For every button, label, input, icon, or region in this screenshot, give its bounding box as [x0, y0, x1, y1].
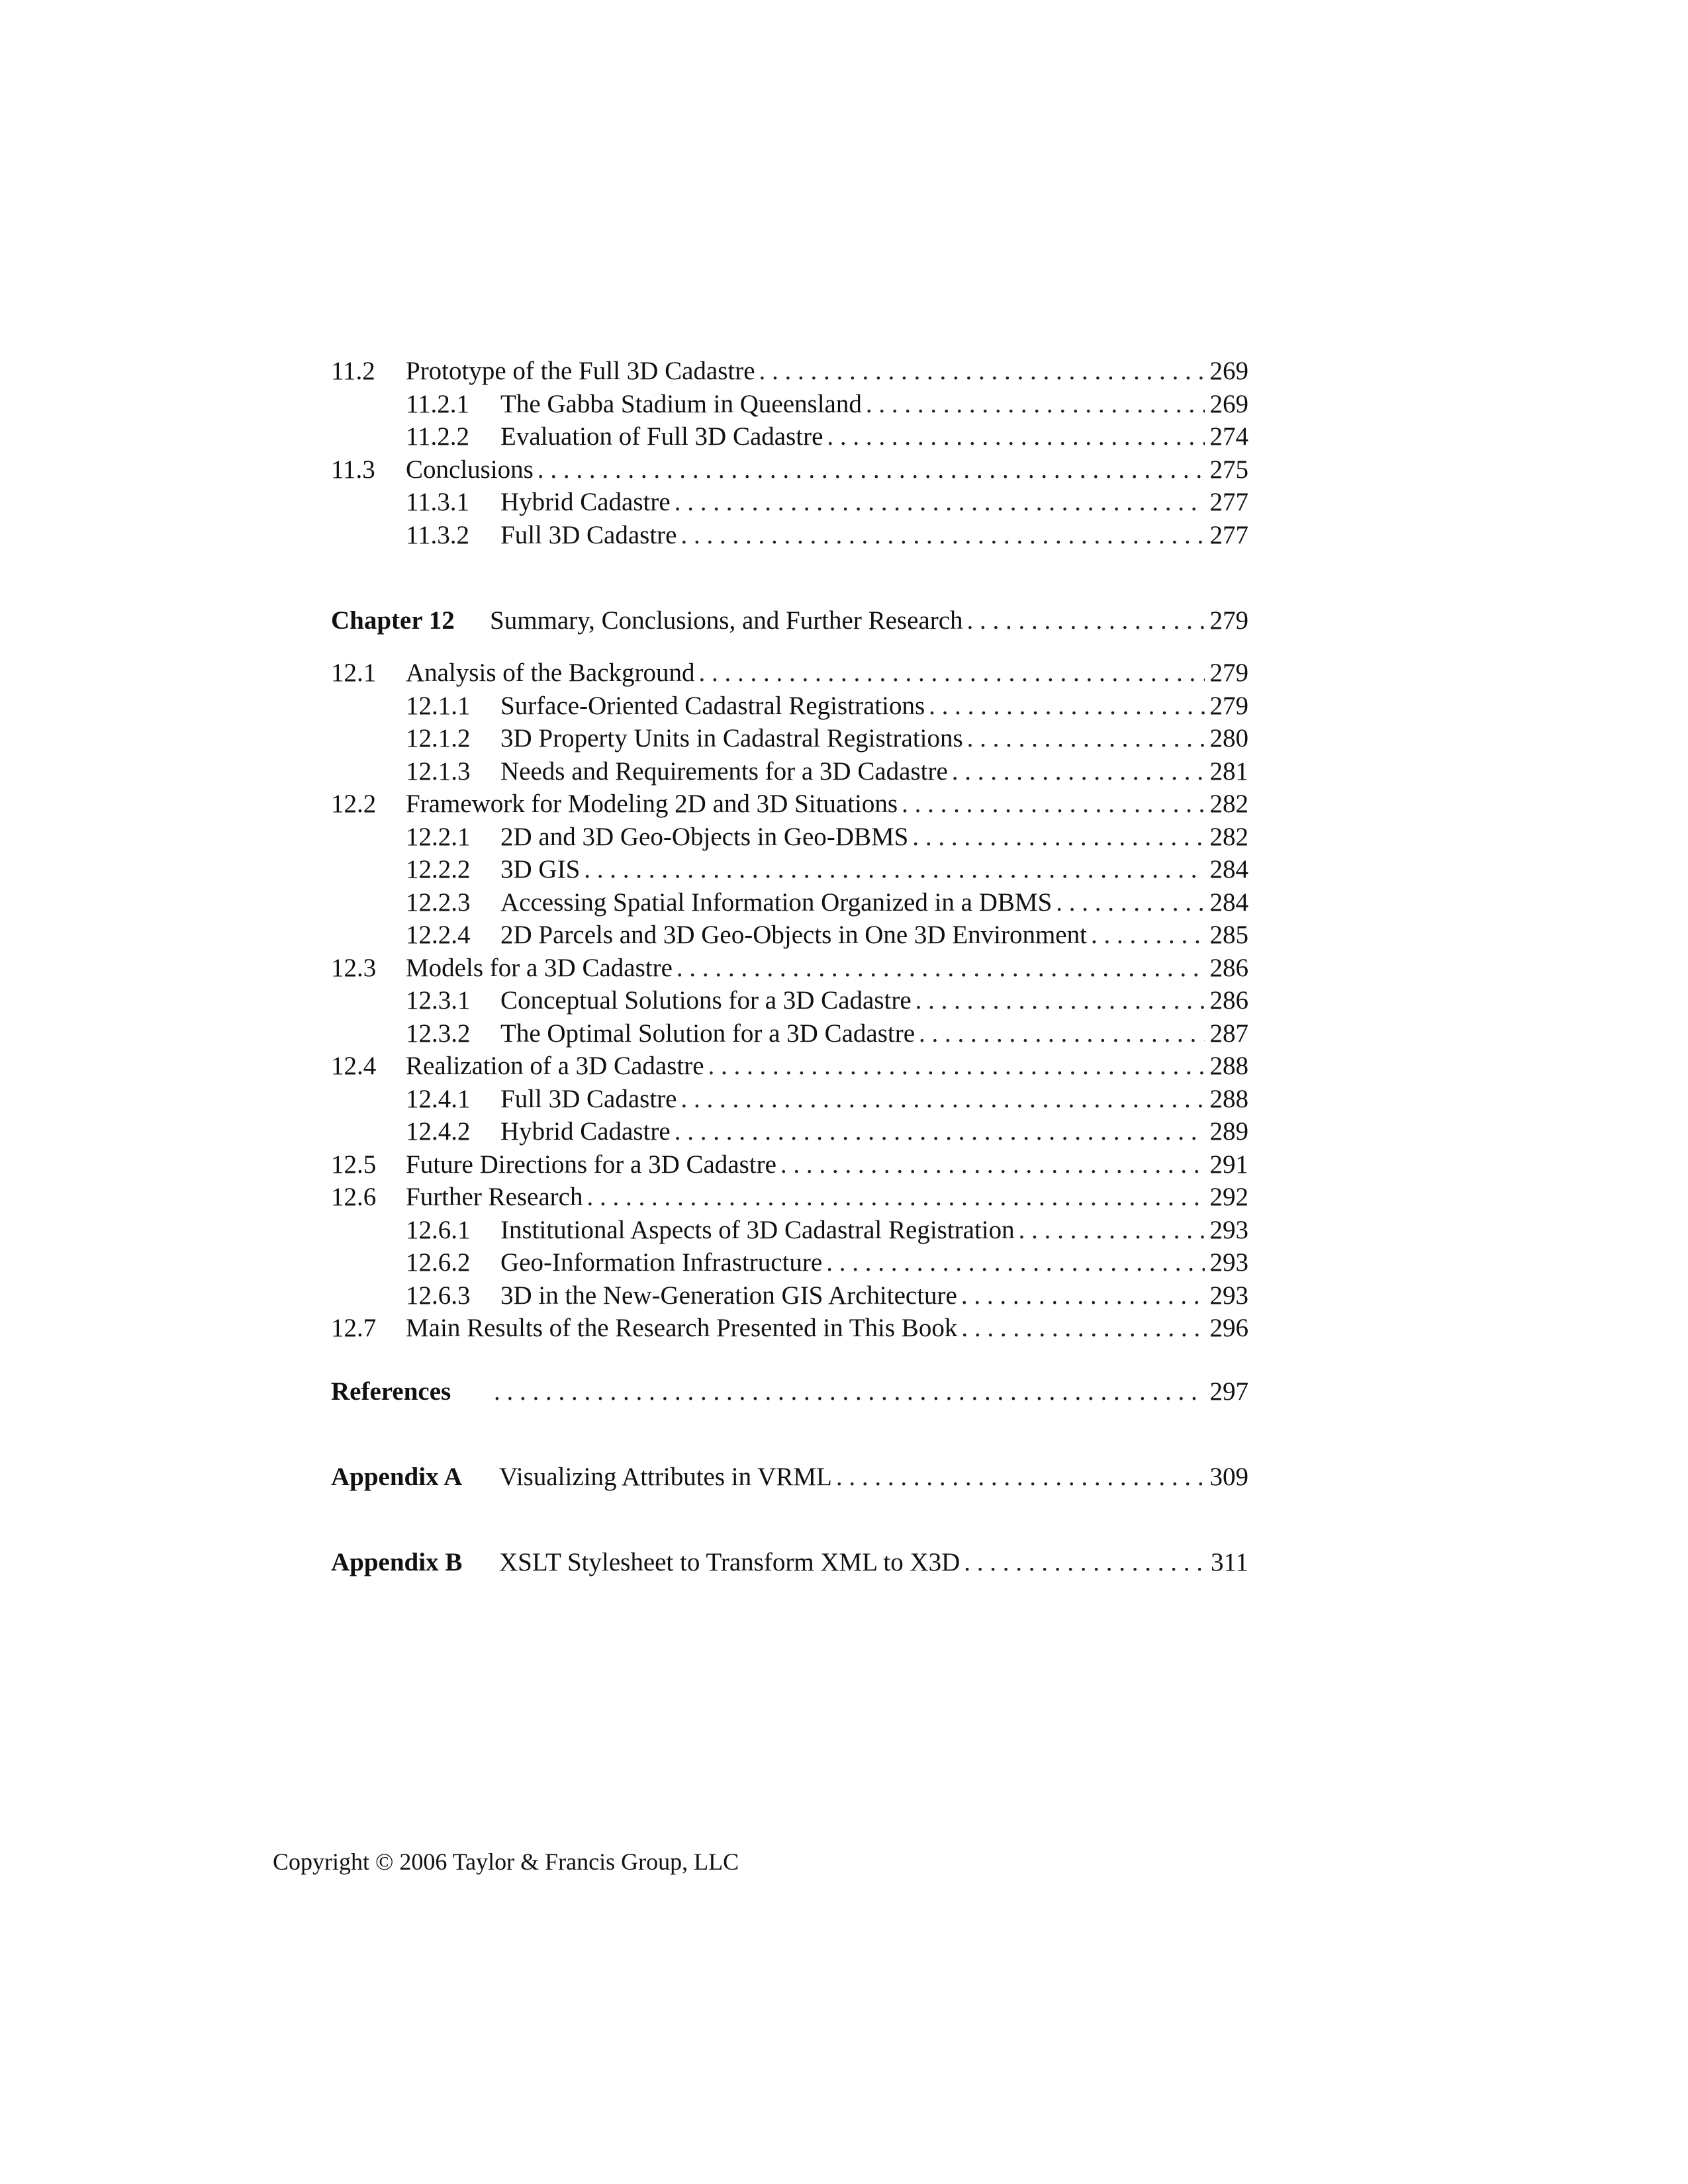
section-number: 12.4: [331, 1052, 377, 1080]
toc-subsection-row[interactable]: [331, 691, 1248, 724]
toc-section-row[interactable]: [331, 953, 1248, 986]
section-title: Realization of a 3D Cadastre: [406, 1052, 704, 1080]
section-number: 12.6: [331, 1183, 377, 1211]
section-page-number: 289: [1209, 1117, 1248, 1146]
toc-section-row[interactable]: [331, 356, 1248, 389]
section-page-number: 284: [1209, 887, 1248, 917]
toc-subsection-row[interactable]: [331, 487, 1248, 520]
section-title: 3D Property Units in Cadastral Registrations: [500, 724, 963, 752]
section-page-number: 269: [1209, 357, 1248, 385]
section-number: 12.1.1: [406, 691, 471, 720]
spacer: [331, 1498, 1248, 1547]
leader-dots: [902, 789, 1204, 819]
leader-dots: [675, 1116, 1205, 1146]
leader-dots: [1091, 920, 1205, 950]
section-title: Evaluation of Full 3D Cadastre: [500, 422, 823, 451]
table-of-contents: [331, 356, 1248, 1584]
section-number: 12.4.1: [406, 1084, 471, 1113]
section-page-number: 288: [1209, 1084, 1248, 1113]
spacer: [331, 553, 1248, 606]
section-page-number: 282: [1209, 790, 1248, 818]
leader-dots: [677, 953, 1205, 983]
section-title: Analysis of the Background: [406, 659, 695, 687]
toc-subsection-row[interactable]: [331, 1281, 1248, 1314]
leader-dots: [708, 1051, 1205, 1081]
section-title: Hybrid Cadastre: [500, 488, 671, 516]
leader-dots: [680, 1084, 1204, 1114]
toc-subsection-row[interactable]: [331, 854, 1248, 887]
section-title: Needs and Requirements for a 3D Cadastre: [500, 756, 948, 786]
section-title: Future Directions for a 3D Cadastre: [406, 1150, 776, 1179]
leader-dots: [680, 520, 1204, 550]
leader-dots: [584, 854, 1204, 884]
appendix-b-label: Appendix B: [331, 1547, 463, 1576]
leader-dots: [675, 487, 1205, 517]
toc-subsection-row[interactable]: [331, 1248, 1248, 1281]
section-page-number: 269: [1209, 389, 1248, 418]
leader-dots: [1056, 887, 1204, 917]
section-number: 12.2: [331, 790, 377, 818]
section-number: 12.2.1: [406, 822, 471, 851]
appendix-b-page: 311: [1210, 1547, 1248, 1576]
section-number: 12.1.3: [406, 756, 471, 786]
section-number: 12.2.2: [406, 855, 471, 884]
toc-appendix-a[interactable]: [331, 1462, 1248, 1498]
toc-subsection-row[interactable]: [331, 985, 1248, 1019]
toc-subsection-row[interactable]: [331, 389, 1248, 422]
section-page-number: 293: [1209, 1215, 1248, 1244]
section-number: 12.1.2: [406, 724, 471, 752]
section-page-number: 277: [1209, 488, 1248, 516]
chapter-page: 279: [1209, 606, 1248, 635]
section-number: 12.3: [331, 953, 377, 982]
toc-list-chapter-11: [331, 356, 1248, 553]
leader-dots: [967, 723, 1205, 753]
section-title: Framework for Modeling 2D and 3D Situations: [406, 790, 898, 818]
leader-dots: [780, 1150, 1205, 1179]
toc-section-row[interactable]: [331, 455, 1248, 488]
section-title: 2D and 3D Geo-Objects in Geo-DBMS: [500, 822, 909, 851]
section-title: The Optimal Solution for a 3D Cadastre: [500, 1019, 915, 1048]
section-page-number: 282: [1209, 822, 1248, 851]
section-title: Hybrid Cadastre: [500, 1117, 671, 1146]
section-title: 3D GIS: [500, 855, 581, 884]
toc-list-chapter-12: [331, 658, 1248, 1346]
section-page-number: 292: [1209, 1183, 1248, 1211]
toc-subsection-row[interactable]: [331, 520, 1248, 553]
references-page: 297: [1209, 1377, 1248, 1406]
toc-appendix-b[interactable]: [331, 1547, 1248, 1584]
toc-subsection-row[interactable]: [331, 422, 1248, 455]
section-number: 12.6.2: [406, 1248, 471, 1277]
toc-chapter-12[interactable]: [331, 606, 1248, 642]
section-title: Further Research: [406, 1183, 583, 1211]
toc-subsection-row[interactable]: [331, 723, 1248, 756]
section-number: 11.2.1: [406, 389, 470, 418]
section-page-number: 280: [1209, 724, 1248, 752]
leader-dots: [494, 1377, 1205, 1406]
leader-dots: [952, 756, 1205, 786]
section-title: Full 3D Cadastre: [500, 520, 677, 549]
leader-dots: [919, 1019, 1204, 1048]
appendix-b-title: XSLT Stylesheet to Transform XML to X3D: [499, 1547, 961, 1576]
toc-subsection-row[interactable]: [331, 887, 1248, 921]
section-number: 12.5: [331, 1150, 377, 1179]
section-number: 12.2.3: [406, 887, 471, 917]
section-number: 12.4.2: [406, 1117, 471, 1146]
section-title: Conceptual Solutions for a 3D Cadastre: [500, 986, 912, 1015]
section-title: Institutional Aspects of 3D Cadastral Registration: [500, 1215, 1015, 1244]
section-number: 11.2.2: [406, 422, 470, 451]
leader-dots: [826, 1248, 1204, 1277]
section-number: 11.2: [331, 357, 375, 385]
toc-subsection-row[interactable]: [331, 822, 1248, 855]
section-page-number: 279: [1209, 691, 1248, 720]
section-title: Accessing Spatial Information Organized in a DBMS: [500, 887, 1053, 917]
section-number: 11.3.1: [406, 488, 470, 516]
leader-dots: [836, 1462, 1205, 1492]
section-title: The Gabba Stadium in Queensland: [500, 389, 862, 418]
references-label: References: [331, 1377, 451, 1406]
leader-dots: [915, 985, 1205, 1015]
leader-dots: [912, 822, 1204, 852]
section-title: 3D in the New-Generation GIS Architecture: [500, 1281, 957, 1310]
section-page-number: 274: [1209, 422, 1248, 451]
chapter-title: Summary, Conclusions, and Further Research: [490, 606, 963, 635]
leader-dots: [866, 389, 1205, 419]
appendix-a-title: Visualizing Attributes in VRML: [499, 1462, 832, 1491]
section-number: 12.1: [331, 659, 377, 687]
section-title: Geo-Information Infrastructure: [500, 1248, 823, 1277]
toc-section-row[interactable]: [331, 1182, 1248, 1215]
section-title: Surface-Oriented Cadastral Registrations: [500, 691, 925, 720]
leader-dots: [699, 658, 1205, 688]
section-title: Full 3D Cadastre: [500, 1084, 677, 1113]
spacer: [331, 1413, 1248, 1462]
section-page-number: 296: [1209, 1314, 1248, 1342]
toc-section-row[interactable]: [331, 1313, 1248, 1346]
section-number: 12.6.1: [406, 1215, 471, 1244]
section-number: 12.3.2: [406, 1019, 471, 1048]
leader-dots: [961, 1313, 1204, 1343]
toc-subsection-row[interactable]: [331, 1019, 1248, 1052]
toc-subsection-row[interactable]: [331, 920, 1248, 953]
leader-dots: [929, 691, 1204, 721]
appendix-a-page: 309: [1209, 1462, 1248, 1491]
section-page-number: 286: [1209, 953, 1248, 982]
section-page-number: 287: [1209, 1019, 1248, 1048]
toc-section-row[interactable]: [331, 1051, 1248, 1084]
chapter-label: Chapter 12: [331, 606, 455, 635]
leader-dots: [967, 606, 1205, 635]
section-page-number: 279: [1209, 659, 1248, 687]
section-title: 2D Parcels and 3D Geo-Objects in One 3D Environment: [500, 921, 1087, 949]
section-page-number: 286: [1209, 986, 1248, 1015]
section-number: 11.3.2: [406, 520, 470, 549]
section-page-number: 293: [1209, 1281, 1248, 1310]
section-page-number: 291: [1209, 1150, 1248, 1179]
toc-subsection-row[interactable]: [331, 1084, 1248, 1117]
appendix-a-label: Appendix A: [331, 1462, 463, 1491]
spacer: [331, 1346, 1248, 1377]
leader-dots: [1019, 1215, 1205, 1245]
section-page-number: 288: [1209, 1052, 1248, 1080]
leader-dots: [538, 455, 1205, 484]
toc-subsection-row[interactable]: [331, 1215, 1248, 1248]
section-page-number: 285: [1209, 921, 1248, 949]
section-page-number: 293: [1209, 1248, 1248, 1277]
toc-references[interactable]: [331, 1377, 1248, 1413]
toc-section-row[interactable]: [331, 789, 1248, 822]
leader-dots: [827, 422, 1204, 451]
section-page-number: 275: [1209, 455, 1248, 484]
toc-subsection-row[interactable]: [331, 1116, 1248, 1150]
section-page-number: 277: [1209, 520, 1248, 549]
toc-subsection-row[interactable]: [331, 756, 1248, 790]
section-number: 12.3.1: [406, 986, 471, 1015]
section-number: 12.2.4: [406, 921, 471, 949]
section-title: Models for a 3D Cadastre: [406, 953, 673, 982]
section-page-number: 284: [1209, 855, 1248, 884]
section-number: 12.6.3: [406, 1281, 471, 1310]
leader-dots: [961, 1281, 1205, 1310]
section-page-number: 281: [1209, 756, 1248, 786]
section-title: Conclusions: [406, 455, 534, 484]
section-title: Prototype of the Full 3D Cadastre: [406, 357, 755, 385]
section-title: Main Results of the Research Presented in This Book: [406, 1314, 958, 1342]
section-number: 11.3: [331, 455, 375, 484]
leader-dots: [759, 356, 1205, 386]
toc-section-row[interactable]: [331, 658, 1248, 691]
leader-dots: [964, 1547, 1205, 1577]
toc-section-row[interactable]: [331, 1150, 1248, 1183]
leader-dots: [586, 1182, 1204, 1212]
copyright-footer: Copyright © 2006 Taylor & Francis Group, LLC: [273, 1848, 739, 1875]
spacer: [331, 642, 1248, 658]
section-number: 12.7: [331, 1314, 377, 1342]
